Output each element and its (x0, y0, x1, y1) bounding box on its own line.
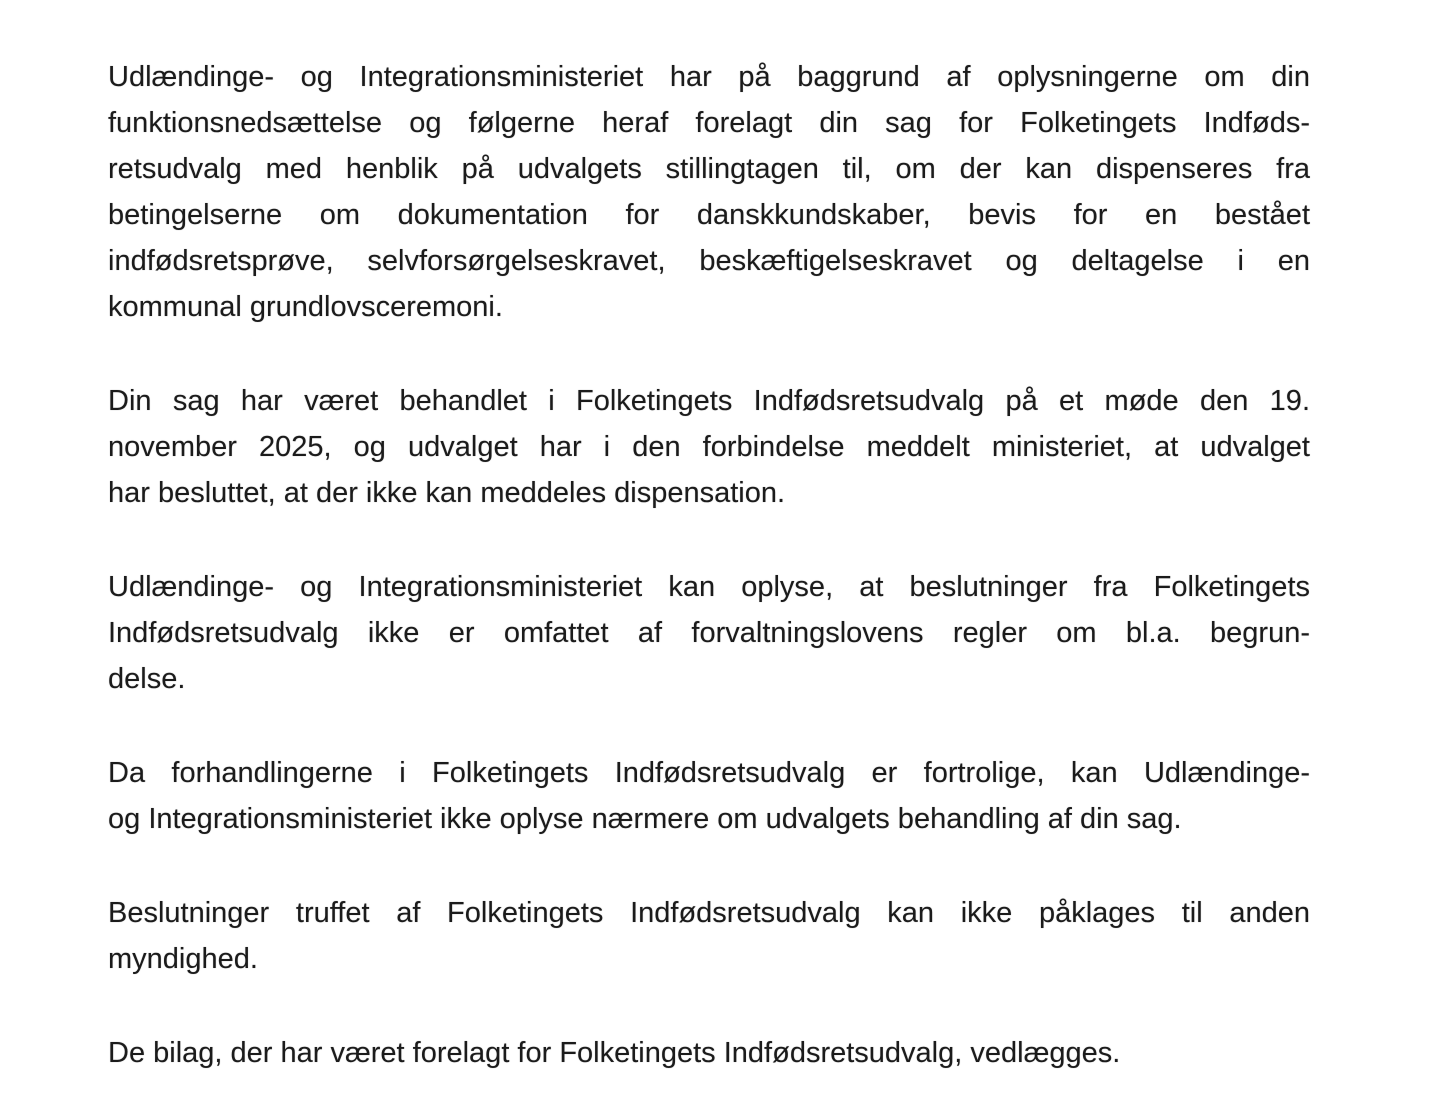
text-line: Beslutninger truffet af Folketingets Indfødsretsudvalg kan ikke påklages til anden (108, 897, 1310, 929)
paragraph (108, 378, 1310, 516)
text-line: betingelserne om dokumentation for danskkundskaber, bevis for en bestået (108, 199, 1310, 231)
paragraph (108, 564, 1310, 702)
text-line: Udlændinge- og Integrationsministeriet har på baggrund af oplysningerne om din (108, 61, 1310, 93)
text-line: november 2025, og udvalget har i den forbindelse meddelt ministeriet, at udvalget (108, 431, 1310, 463)
text-line: kommunal grundlovsceremoni. (108, 291, 503, 323)
text-line: retsudvalg med henblik på udvalgets stillingtagen til, om der kan dispenseres fra (108, 153, 1310, 185)
document-body (108, 54, 1310, 1076)
text-line: og Integrationsministeriet ikke oplyse nærmere om udvalgets behandling af din sag. (108, 803, 1182, 835)
text-line: indfødsretsprøve, selvforsørgelseskravet, beskæftigelseskravet og deltagelse i en (108, 245, 1310, 277)
text-line: De bilag, der har været forelagt for Folketingets Indfødsretsudvalg, vedlægges. (108, 1037, 1121, 1069)
text-line: myndighed. (108, 943, 258, 975)
text-line: Din sag har været behandlet i Folketingets Indfødsretsudvalg på et møde den 19. (108, 385, 1310, 417)
text-line: Indfødsretsudvalg ikke er omfattet af forvaltningslovens regler om bl.a. begrun- (108, 617, 1310, 649)
text-line: Udlændinge- og Integrationsministeriet kan oplyse, at beslutninger fra Folketingets (108, 571, 1310, 603)
paragraph (108, 1030, 1310, 1076)
paragraph (108, 890, 1310, 982)
paragraph (108, 54, 1310, 330)
paragraph (108, 750, 1310, 842)
text-line: Da forhandlingerne i Folketingets Indfødsretsudvalg er fortrolige, kan Udlændinge- (108, 757, 1310, 789)
text-line: delse. (108, 663, 186, 695)
text-line: har besluttet, at der ikke kan meddeles dispensation. (108, 477, 786, 509)
text-line: funktionsnedsættelse og følgerne heraf forelagt din sag for Folketingets Indføds- (108, 107, 1310, 139)
